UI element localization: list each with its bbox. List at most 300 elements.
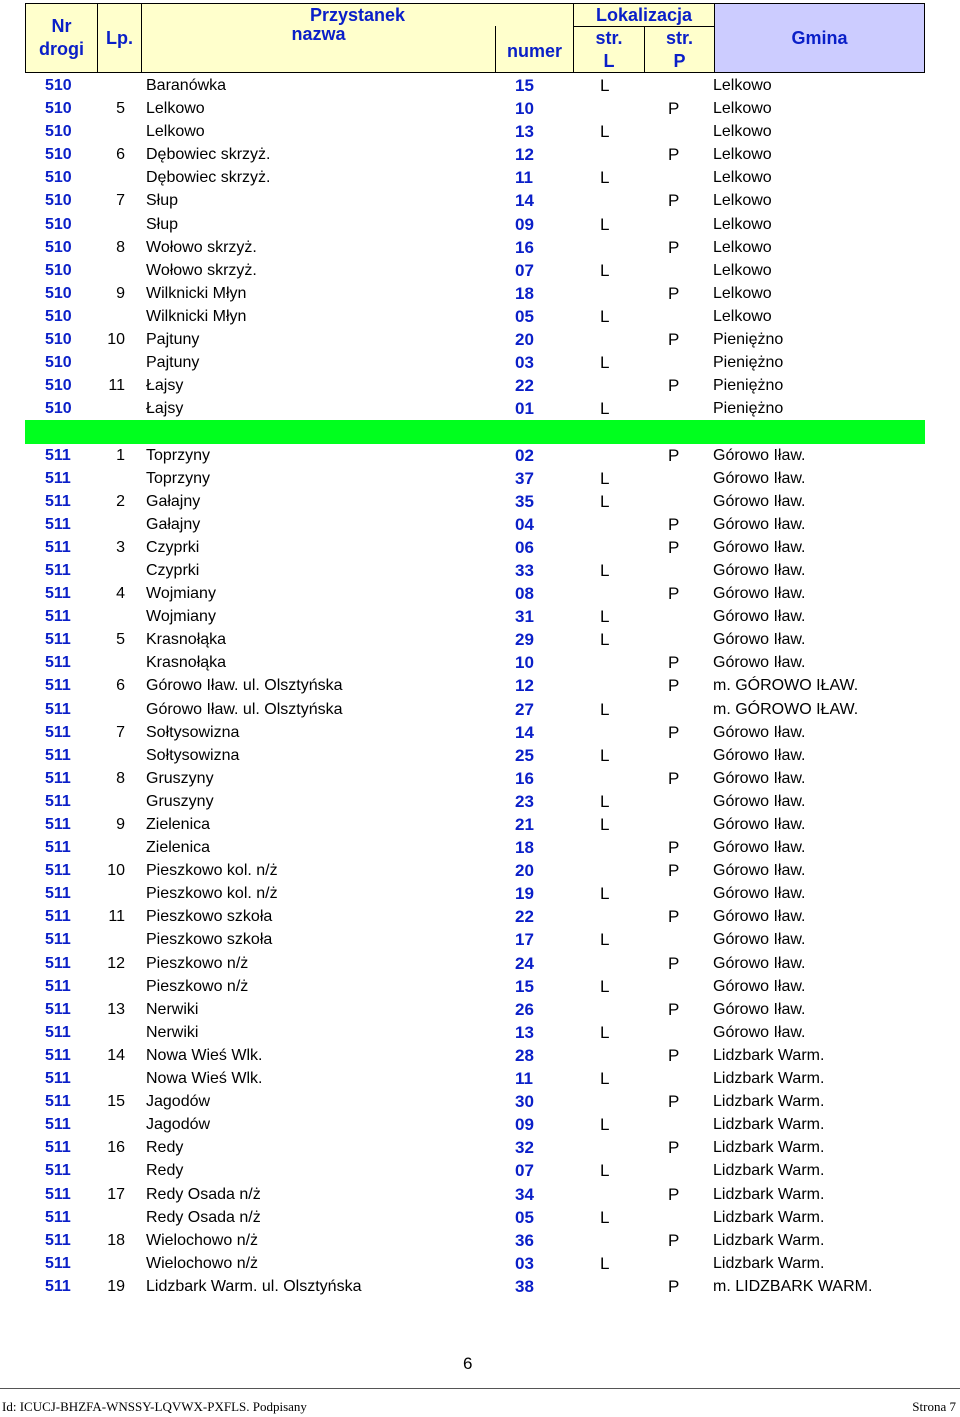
stop-name: Jagodów [146,1116,211,1134]
table-row [25,905,925,928]
gmina-name: Pieniężno [713,377,784,395]
gmina-name: Lelkowo [713,169,772,187]
table-row [25,1044,925,1067]
header-nazwa-label: nazwa [291,24,346,44]
table-row [25,651,925,674]
gmina-name: Lidzbark Warm. [713,1116,825,1134]
road-number: 511 [45,746,71,764]
stop-name: Pieszkowo szkoła [146,908,273,926]
road-number: 511 [45,1254,71,1272]
table-row [25,1136,925,1159]
stop-name: Czyprki [146,538,200,556]
stop-name: Pieszkowo szkoła [146,931,273,949]
table-header [25,3,925,73]
stop-name: Redy [146,1139,184,1157]
road-number: 511 [45,931,71,949]
table-row [25,1183,925,1206]
road-number: 511 [45,977,71,995]
table-row [25,374,925,397]
header-lp [97,3,142,73]
side-left: L [600,1161,610,1181]
stop-name: Górowo Iław. ul. Olsztyńska [146,700,343,718]
road-number: 511 [45,585,71,603]
stop-number: 28 [515,1045,534,1065]
stop-name: Toprzyny [146,469,211,487]
table-row [25,397,925,420]
side-left: L [600,930,610,950]
side-right: P [668,907,680,927]
row-lp: 10 [107,862,125,880]
table-row [25,767,925,790]
stop-name: Gałajny [146,515,201,533]
table-row [25,166,925,189]
table-row [25,74,925,97]
gmina-name: Lelkowo [713,100,772,118]
table-row [25,859,925,882]
stop-number: 15 [515,976,534,996]
stop-name: Gałajny [146,492,201,510]
gmina-name: Górowo Iław. [713,585,806,603]
row-lp: 2 [116,492,125,510]
stop-name: Słup [146,215,179,233]
gmina-name: Górowo Iław. [713,515,806,533]
stop-number: 13 [515,122,534,142]
header-przystanek [141,3,574,27]
stop-name: Baranówka [146,77,227,94]
gmina-name: Górowo Iław. [713,446,806,464]
side-left: L [600,468,610,488]
gmina-name: Górowo Iław. [713,538,806,556]
side-left: L [600,1207,610,1227]
stop-name: Nerwiki [146,1000,199,1018]
stop-number: 03 [515,1253,534,1273]
stop-name: Wołowo skrzyż. [146,238,257,256]
side-left: L [600,168,610,188]
gmina-name: Górowo Iław. [713,954,806,972]
stop-name: Wielochowo n/ż [146,1231,259,1249]
side-right: P [668,191,680,211]
side-right: P [668,999,680,1019]
row-lp: 4 [116,585,125,603]
stop-number: 26 [515,999,534,1019]
road-number: 511 [45,1231,71,1249]
gmina-name: Górowo Iław. [713,908,806,926]
stop-name: Redy Osada n/ż [146,1185,261,1203]
road-number: 511 [45,469,71,487]
table-row [25,952,925,975]
gmina-name: Górowo Iław. [713,977,806,995]
side-left: L [600,1115,610,1135]
stop-number: 05 [515,306,534,326]
gmina-name: m. GÓROWO IŁAW. [713,677,859,695]
side-left: L [600,884,610,904]
stop-name: Pieszkowo kol. n/ż [146,862,278,880]
stop-number: 27 [515,699,534,719]
stop-number: 24 [515,953,534,973]
side-left: L [600,745,610,765]
row-lp: 15 [107,1093,125,1111]
row-lp: 18 [107,1231,125,1249]
stop-number: 18 [515,838,534,858]
side-right: P [668,953,680,973]
road-number: 511 [45,446,71,464]
table-row [25,120,925,143]
side-right: P [668,584,680,604]
table-row [25,259,925,282]
stop-name: Wilknicki Młyn [146,284,247,302]
header-lokalizacja-label: Lokalizacja [595,5,693,25]
road-number: 510 [45,354,72,372]
stop-name: Łajsy [146,377,184,395]
stop-name: Pieszkowo n/ż [146,977,249,995]
stop-name: Zielenica [146,839,211,857]
gmina-name: Lidzbark Warm. [713,1162,825,1180]
road-number: 511 [45,1277,71,1295]
stop-name: Zielenica [146,816,211,833]
stop-name: Słup [146,192,179,210]
table-row [25,813,925,836]
stop-number: 22 [515,907,534,927]
table-row [25,928,925,951]
road-number: 511 [45,1208,71,1226]
side-right: P [668,653,680,673]
side-left: L [600,976,610,996]
side-right: P [668,445,680,465]
side-left: L [600,699,610,719]
road-number: 511 [45,1162,71,1180]
gmina-name: Górowo Iław. [713,723,806,741]
header-str-p [644,26,715,73]
stop-number: 01 [515,399,534,419]
road-number: 511 [45,1000,71,1018]
gmina-name: Lelkowo [713,123,772,141]
table-row [25,1021,925,1044]
table-row [25,282,925,305]
table-row [25,189,925,212]
road-number: 510 [45,123,72,141]
row-lp: 19 [107,1277,125,1295]
row-lp: 3 [116,538,125,556]
road-number: 511 [45,492,71,510]
stop-number: 32 [515,1138,534,1158]
stop-number: 03 [515,353,534,373]
row-lp: 9 [116,284,125,302]
stop-number: 02 [515,445,534,465]
gmina-name: Górowo Iław. [713,561,806,579]
gmina-name: Lidzbark Warm. [713,1231,825,1249]
table-row [25,351,925,374]
table-row [25,444,925,467]
stop-number: 14 [515,191,534,211]
gmina-name: Górowo Iław. [713,885,806,903]
stop-name: Górowo Iław. ul. Olsztyńska [146,677,343,695]
gmina-name: Lidzbark Warm. [713,1208,825,1226]
stop-number: 34 [515,1184,534,1204]
stop-name: Lelkowo [146,100,205,118]
stop-name: Sołtysowizna [146,746,240,764]
header-str-l [573,26,645,73]
road-number: 511 [45,1046,71,1064]
road-number: 511 [45,677,71,695]
road-number: 510 [45,146,72,164]
road-number: 511 [45,631,71,649]
stop-name: Nowa Wieś Wlk. [146,1070,263,1088]
gmina-name: Lidzbark Warm. [713,1139,825,1157]
header-gmina [714,3,925,73]
row-lp: 8 [116,238,125,256]
side-left: L [600,353,610,373]
stop-name: Gruszyny [146,769,214,787]
stop-name: Wielochowo n/ż [146,1254,259,1272]
header-gmina-label: Gmina [791,27,848,48]
stop-name: Toprzyny [146,446,211,464]
table-row [25,1252,925,1275]
stop-number: 12 [515,676,534,696]
side-left: L [600,122,610,142]
stop-number: 25 [515,745,534,765]
gmina-name: Górowo Iław. [713,816,806,833]
road-number: 511 [45,908,71,926]
header-numer [495,26,574,73]
stop-name: Lidzbark Warm. ul. Olsztyńska [146,1277,362,1295]
table-row [25,975,925,998]
road-number: 511 [45,1070,71,1088]
row-lp: 5 [116,100,125,118]
gmina-name: Lelkowo [713,284,772,302]
stop-name: Nowa Wieś Wlk. [146,1046,263,1064]
stop-number: 30 [515,1092,534,1112]
stop-number: 35 [515,491,534,511]
side-right: P [668,330,680,350]
stop-number: 22 [515,376,534,396]
table-row [25,1229,925,1252]
stop-name: Pajtuny [146,354,200,372]
gmina-name: Pieniężno [713,400,784,418]
stop-name: Pieszkowo kol. n/ż [146,885,278,903]
row-lp: 16 [107,1139,125,1157]
footer-page-label: Strona 7 [912,1399,956,1414]
stop-number: 20 [515,330,534,350]
side-left: L [600,791,610,811]
stop-name: Wojmiany [146,585,216,603]
stop-name: Lelkowo [146,123,205,141]
stop-number: 37 [515,468,534,488]
header-numer-label: numer [506,41,562,61]
road-separator [25,420,925,443]
row-lp: 13 [107,1000,125,1018]
row-lp: 17 [107,1185,125,1203]
header-str-p-label: str. [665,27,694,48]
stop-number: 16 [515,768,534,788]
road-number: 511 [45,1185,71,1203]
side-left: L [600,306,610,326]
stop-number: 18 [515,283,534,303]
gmina-name: Lidzbark Warm. [713,1070,825,1088]
stop-name: Redy [146,1162,184,1180]
side-right: P [668,1230,680,1250]
side-left: L [600,214,610,234]
table-row [25,1067,925,1090]
header-lp-label: Lp. [106,27,133,48]
stop-number: 05 [515,1207,534,1227]
stop-number: 36 [515,1230,534,1250]
row-lp: 11 [108,908,125,926]
road-number: 510 [45,100,72,118]
road-number: 511 [45,816,71,833]
header-lokalizacja [573,3,715,27]
side-right: P [668,237,680,257]
side-left: L [600,1253,610,1273]
side-right: P [668,1184,680,1204]
stop-number: 20 [515,861,534,881]
side-right: P [668,376,680,396]
gmina-name: Lelkowo [713,192,772,210]
stop-number: 31 [515,607,534,627]
gmina-name: Górowo Iław. [713,1000,806,1018]
road-number: 510 [45,331,72,349]
table-row [25,998,925,1021]
side-right: P [668,1276,680,1296]
table-row [25,721,925,744]
stop-name: Sołtysowizna [146,723,240,741]
stop-number: 10 [515,653,534,673]
stop-number: 09 [515,214,534,234]
side-left: L [600,76,610,95]
gmina-name: Lelkowo [713,238,772,256]
row-lp: 12 [107,954,125,972]
stop-name: Pieszkowo n/ż [146,954,249,972]
road-number: 511 [45,538,71,556]
gmina-name: Lelkowo [713,77,772,94]
side-right: P [668,283,680,303]
gmina-name: Górowo Iław. [713,469,806,487]
gmina-name: Górowo Iław. [713,492,806,510]
gmina-name: Górowo Iław. [713,1023,806,1041]
stop-number: 12 [515,145,534,165]
road-number: 511 [45,862,71,880]
row-lp: 14 [107,1046,125,1064]
table-row [25,1275,925,1298]
stop-name: Krasnołąka [146,654,227,672]
gmina-name: Pieniężno [713,354,784,372]
table-row [25,628,925,651]
side-right: P [668,861,680,881]
road-number: 510 [45,400,72,418]
stop-number: 09 [515,1115,534,1135]
side-right: P [668,676,680,696]
stop-number: 04 [515,514,534,534]
table-row [25,97,925,120]
table-row [25,605,925,628]
side-right: P [668,145,680,165]
road-number: 511 [45,608,71,626]
stop-number: 19 [515,884,534,904]
table-row [25,213,925,236]
row-lp: 7 [116,723,125,741]
stop-number: 23 [515,791,534,811]
stop-name: Redy Osada n/ż [146,1208,261,1226]
stop-number: 11 [515,168,533,188]
stop-name: Nerwiki [146,1023,199,1041]
stop-name: Wojmiany [146,608,216,626]
header-l-label: L [603,50,615,71]
table-row [25,882,925,905]
gmina-name: Górowo Iław. [713,931,806,949]
table-row [25,582,925,605]
table-row [25,328,925,351]
side-left: L [600,1022,610,1042]
road-number: 511 [45,723,71,741]
row-lp: 8 [116,769,125,787]
road-number: 511 [45,700,71,718]
stop-number: 29 [515,630,534,650]
footer-document-id: Id: ICUCJ-BHZFA-WNSSY-LQVWX-PXFLS. Podpisany [2,1399,307,1414]
header-przystanek-label: Przystanek [309,5,406,25]
stop-number: 11 [515,1069,533,1089]
road-number: 510 [45,238,72,256]
table-row [25,536,925,559]
road-number: 511 [45,954,71,972]
stop-name: Jagodów [146,1093,211,1111]
table-row [25,836,925,859]
road-number: 510 [45,169,72,187]
road-number: 511 [45,769,71,787]
row-lp: 6 [116,146,125,164]
road-number: 511 [45,1139,71,1157]
stop-name: Dębowiec skrzyż. [146,169,271,187]
table-row [25,1159,925,1182]
table-row [25,513,925,536]
stops-table-body [25,74,925,1298]
stop-name: Czyprki [146,561,200,579]
table-row [25,467,925,490]
row-lp: 9 [116,816,125,833]
stop-number: 33 [515,560,534,580]
side-left: L [600,1069,610,1089]
page-number: 6 [463,1354,473,1373]
side-right: P [668,1138,680,1158]
road-number: 511 [45,839,71,857]
side-left: L [600,560,610,580]
road-number: 510 [45,192,72,210]
road-number: 511 [45,515,71,533]
side-right: P [668,514,680,534]
stop-number: 13 [515,1022,534,1042]
gmina-name: Górowo Iław. [713,654,806,672]
side-left: L [600,491,610,511]
gmina-name: Górowo Iław. [713,608,806,626]
gmina-name: Górowo Iław. [713,631,806,649]
header-nr-drogi-label: Nr drogi [39,16,84,59]
stop-number: 17 [515,930,534,950]
gmina-name: Lidzbark Warm. [713,1185,825,1203]
gmina-name: Lelkowo [713,146,772,164]
row-lp: 6 [116,677,125,695]
side-left: L [600,815,610,834]
gmina-name: Lidzbark Warm. [713,1046,825,1064]
side-right: P [668,722,680,742]
gmina-name: Lelkowo [713,215,772,233]
side-right: P [668,1092,680,1112]
gmina-name: Lidzbark Warm. [713,1254,825,1272]
table-row [25,674,925,697]
side-left: L [600,607,610,627]
row-lp: 10 [107,331,125,349]
row-lp: 5 [116,631,125,649]
table-row [25,490,925,513]
row-lp: 7 [116,192,125,210]
table-row [25,305,925,328]
